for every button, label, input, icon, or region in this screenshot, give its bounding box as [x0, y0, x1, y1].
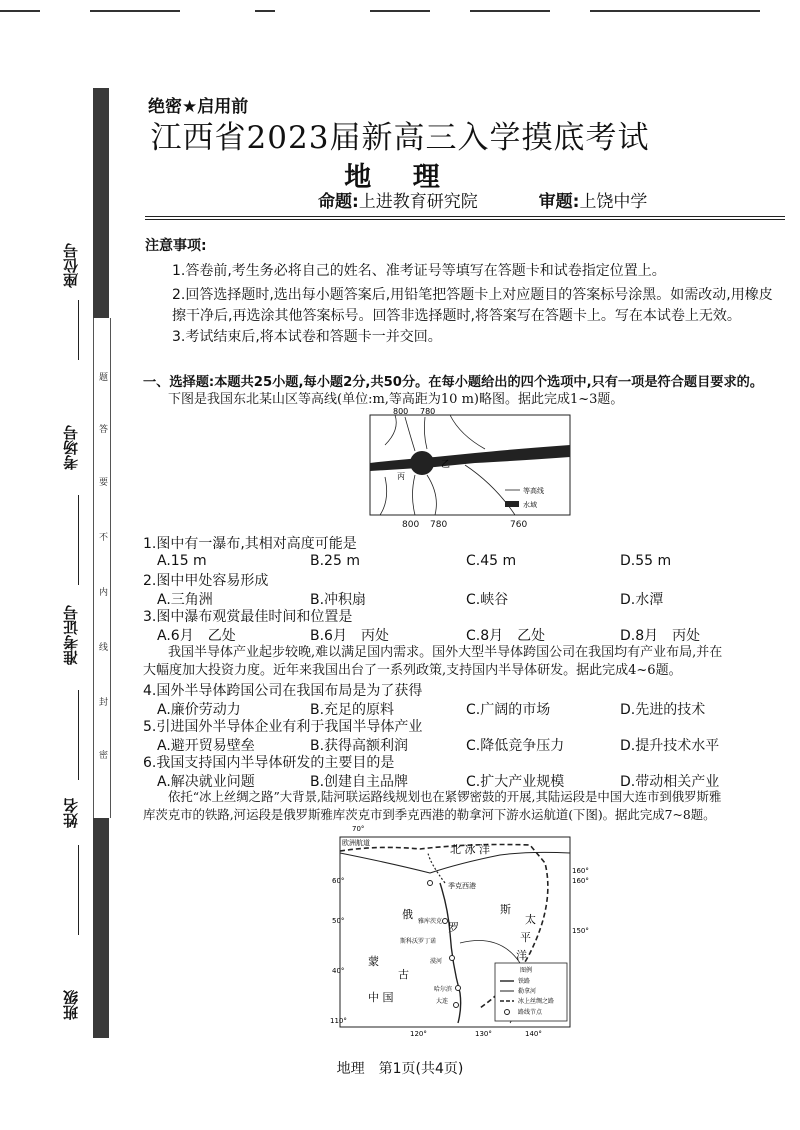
seal-char: 内	[99, 588, 109, 598]
page-footer: 地理 第1页(共4页)	[336, 1061, 464, 1077]
admission-number-label: 准考证号	[62, 605, 80, 665]
city-label: 哈尔滨	[434, 986, 453, 993]
intro-2-line: 大幅度加大投资力度。近年来我国出台了一系列政策,支持国内半导体研发。据此完成4~6题。	[143, 663, 682, 678]
question-stem: 3.图中瀑布观赏最佳时间和位置是	[143, 609, 353, 625]
deg-label: 160°	[572, 867, 589, 875]
option-c[interactable]: C.广阔的市场	[466, 702, 551, 718]
option-b[interactable]: B.6月 丙处	[310, 628, 389, 644]
contour-label: 780	[430, 520, 448, 530]
deg-label: 120°	[410, 1030, 427, 1038]
option-a[interactable]: A.解决就业问题	[157, 774, 255, 790]
point-yi: 乙	[441, 460, 451, 470]
scan-line	[90, 10, 180, 12]
city-tiksi: 季克西港	[448, 882, 476, 890]
notice-item: 1.答卷前,考生务必将自己的姓名、准考证号等填写在答题卡和试卷指定位置上。	[172, 263, 666, 279]
notice-item: 3.考试结束后,将本试卷和答题卡一并交回。	[172, 329, 442, 345]
legend-contour: 等高线	[523, 487, 544, 495]
option-d[interactable]: D.水潭	[620, 592, 664, 608]
name-line[interactable]	[78, 845, 79, 935]
option-a[interactable]: A.避开贸易壁垒	[157, 738, 255, 754]
binding-strip-window	[93, 318, 111, 818]
deg-label: 50°	[332, 917, 345, 925]
contour-label: 760	[510, 520, 528, 530]
seal-char: 线	[99, 643, 109, 653]
question-stem: 6.我国支持国内半导体研发的主要目的是	[143, 755, 395, 771]
seal-char: 不	[99, 533, 109, 543]
seat-number-line[interactable]	[78, 300, 79, 360]
seal-char: 题	[99, 373, 109, 383]
intro-1: 下图是我国东北某山区等高线(单位:m,等高距为10 m)略图。据此完成1~3题。	[168, 392, 624, 407]
header-divider	[145, 216, 785, 217]
contour-label: 800	[393, 407, 409, 416]
seat-number-label: 座位号	[62, 243, 80, 288]
author-line	[318, 187, 647, 212]
reviewer-label: 审题:	[538, 192, 580, 212]
class-label: 班级	[62, 990, 80, 1020]
intro-2-line: 我国半导体产业起步较晚,难以满足国内需求。国外大型半导体跨国公司在我国均有产业布局,并在	[168, 645, 723, 660]
option-a[interactable]: A.6月 乙处	[157, 628, 236, 644]
option-b[interactable]: B.25 m	[310, 553, 360, 569]
exam-room-line[interactable]	[78, 495, 79, 585]
author-label: 命题:	[318, 192, 359, 212]
mongolia-char: 古	[398, 968, 409, 981]
route-label: 欧洲航道	[342, 839, 370, 847]
pacific-char: 太	[525, 913, 536, 926]
option-d[interactable]: D.带动相关产业	[620, 774, 720, 790]
option-a[interactable]: A.廉价劳动力	[157, 702, 241, 718]
contour-label: 780	[420, 407, 436, 416]
deg-label: 140°	[525, 1030, 542, 1038]
russia-char: 俄	[402, 908, 413, 921]
contour-map	[365, 405, 575, 520]
option-c[interactable]: C.45 m	[466, 553, 517, 569]
notice-item: 2.回答选择题时,选出每小题答案后,用铅笔把答题卡上对应题目的答案标号涂黑。如需改动,用橡皮	[172, 287, 773, 303]
author: 上进教育研究院	[358, 192, 478, 212]
option-a[interactable]: A.三角洲	[157, 592, 213, 608]
seal-char: 封	[99, 698, 109, 708]
option-d[interactable]: D.55 m	[620, 553, 672, 569]
deg-label: 160°	[572, 877, 589, 885]
legend-item: 路线节点	[518, 1009, 543, 1016]
option-c[interactable]: C.降低竞争压力	[466, 738, 565, 754]
legend-item: 铁路	[518, 978, 531, 985]
reviewer: 上饶中学	[579, 192, 648, 212]
secret-mark: 绝密★启用前	[148, 97, 249, 117]
legend-item: 勒拿河	[518, 988, 537, 995]
seal-char: 密	[99, 751, 109, 761]
option-d[interactable]: D.先进的技术	[620, 702, 706, 718]
option-b[interactable]: B.冲积扇	[310, 592, 367, 608]
ocean-arctic: 北 冰 洋	[450, 843, 490, 856]
option-c[interactable]: C.8月 乙处	[466, 628, 546, 644]
exam-title: 江西省2023届新高三入学摸底考试	[150, 120, 650, 156]
notice-item: 擦干净后,再选涂其他答案标号。回答非选择题时,将答案写在答题卡上。写在本试卷上无效。	[172, 308, 741, 324]
russia-char: 罗	[448, 921, 459, 934]
city-label: 大连	[436, 998, 449, 1005]
question-stem: 4.国外半导体跨国公司在我国布局是为了获得	[143, 683, 423, 699]
russia-char: 斯	[500, 903, 511, 916]
city-yakutsk: 雅库茨克	[418, 918, 443, 925]
header-divider	[145, 219, 785, 220]
mongolia-char: 蒙	[368, 955, 379, 968]
question-stem: 2.图中甲处容易形成	[143, 573, 269, 589]
deg-label: 70°	[352, 825, 365, 833]
option-d[interactable]: D.8月 丙处	[620, 628, 701, 644]
country-china: 中 国	[368, 991, 394, 1004]
deg-label: 130°	[475, 1030, 492, 1038]
intro-3-line: 依托“冰上丝绸之路”大背景,陆河联运路线规划也在紧锣密鼓的开展,其陆运段是中国大连市到俄罗斯雅	[168, 789, 722, 804]
route-map	[330, 823, 590, 1038]
option-b[interactable]: B.创建自主品牌	[310, 774, 409, 790]
point-bing: 丙	[397, 472, 405, 481]
deg-label: 60°	[332, 877, 345, 885]
scan-line	[255, 10, 275, 12]
exam-room-label: 考场号	[62, 425, 80, 470]
legend-title: 图例	[520, 967, 533, 974]
deg-label: 110°	[330, 1017, 347, 1025]
seal-char: 答	[99, 425, 109, 435]
option-b[interactable]: B.获得高额利润	[310, 738, 409, 754]
contour-label: 800	[402, 520, 420, 530]
seal-char: 要	[99, 478, 109, 488]
legend-water: 水域	[523, 501, 537, 509]
question-stem: 1.图中有一瀑布,其相对高度可能是	[143, 536, 357, 552]
option-d[interactable]: D.提升技术水平	[620, 738, 720, 754]
binding-strip	[93, 88, 109, 1038]
deg-label: 150°	[572, 927, 589, 935]
scan-line	[370, 10, 430, 12]
deg-label: 40°	[332, 967, 345, 975]
option-c[interactable]: C.扩大产业规模	[466, 774, 565, 790]
pacific-char: 洋	[516, 949, 527, 962]
scan-line	[470, 10, 550, 12]
option-a[interactable]: A.15 m	[157, 553, 207, 569]
option-c[interactable]: C.峡谷	[466, 592, 509, 608]
subject-title: 地 理	[344, 162, 456, 193]
pacific-char: 平	[520, 931, 531, 944]
admission-number-line[interactable]	[78, 690, 79, 780]
city-label: 斯科沃罗丁诺	[400, 938, 437, 945]
notice-title: 注意事项:	[145, 238, 207, 254]
scan-line	[590, 10, 760, 12]
intro-3-line: 库茨克市的铁路,河运段是俄罗斯雅库茨克市到季克西港的勒拿河下游水运航道(下图)。据此完成7~8题。	[143, 807, 716, 822]
option-b[interactable]: B.充足的原料	[310, 702, 395, 718]
name-label: 姓名	[62, 798, 80, 828]
legend-item: 冰上丝绸之路	[518, 998, 555, 1005]
city-label: 漠河	[430, 958, 443, 965]
question-stem: 5.引进国外半导体企业有利于我国半导体产业	[143, 719, 423, 735]
scan-line	[0, 10, 40, 12]
section-heading: 一、选择题:本题共25小题,每小题2分,共50分。在每小题给出的四个选项中,只有一项是符合题目要求的。	[143, 375, 764, 390]
